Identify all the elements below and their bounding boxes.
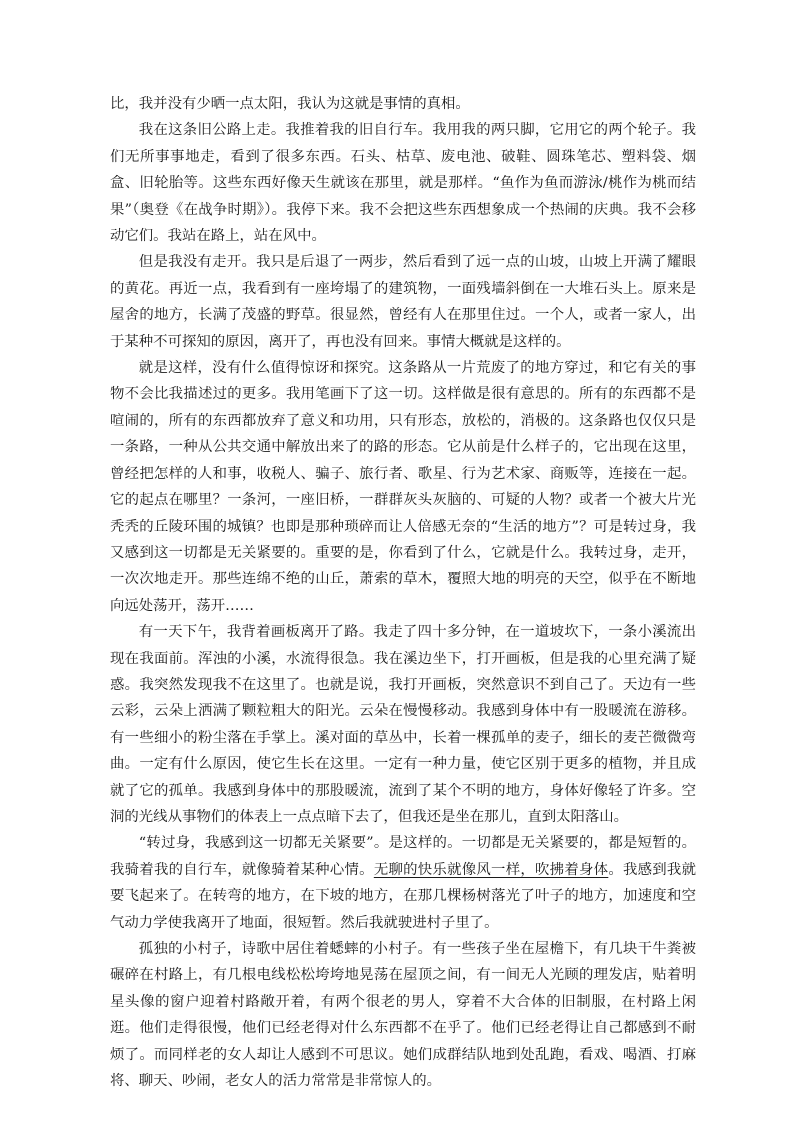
paragraph-7: 孤独的小村子，诗歌中居住着蟋蟀的小村子。有一些孩子坐在屋檐下，有几块干牛粪被碾碎在村路上，有几根电线松松垮垮地晃荡在屋顶之间，有一间无人光顾的理发店，贴着明星头像的窗户迎着村路敞开着，有两个很老的男人，穿着不大合体的旧制服，在村路上闲逛。他们走得很慢，他们已经老得对什么东西都不在乎了。他们已经老得让自己都感到不耐烦了。而同样老的女人却让人感到不可思议。她们成群结队地到处乱跑，看戏、喝酒、打麻将、聊天、吵闹，老女人的活力常常是非常惊人的。 — [110, 941, 696, 1090]
underlined-sentence: 无聊的快乐就像风一样，吹拂着身体 — [373, 861, 609, 878]
document-page — [110, 91, 696, 1094]
paragraph-3: 但是我没有走开。我只是后退了一两步，然后看到了远一点的山坡，山坡上开满了耀眼的黄花。再近一点，我看到有一座垮塌了的建筑物，一面残墙斜倒在一大堆石头上。原来是屋舍的地方，长满了茂盛的野草。很显然，曾经有人在那里住过。一个人，或者一家人，出于某种不可探知的原因，离开了，再也没有回来。事情大概就是这样的。 — [110, 254, 696, 350]
paragraph-6-before: “转过身，我感到这一切都无关紧要”。是这样的。一切都是无关紧要的，都是短暂的。我骑着我的自行车，就像骑着某种心情。 — [110, 835, 696, 878]
paragraph-4: 就是这样，没有什么值得惊讶和探究。这条路从一片荒废了的地方穿过，和它有关的事物不会比我描述过的更多。我用笔画下了这一切。这样做是很有意思的。所有的东西都不是喧闹的，所有的东西都放弃了意义和功用，只有形态，放松的，消极的。这条路也仅仅只是一条路，一种从公共交通中解放出来了的路的形态。它从前是什么样子的，它出现在这里，曾经把怎样的人和事，收税人、骗子、旅行者、歌星、行为艺术家、商贩等，连接在一起。它的起点在哪里？一条河，一座旧桥，一群群灰头灰脑的、可疑的人物？或者一个被大片光秃秃的丘陵环围的城镇？也即是那种琐碎而让人倍感无奈的“生活的地方”？可是转过身，我又感到这一切都是无关紧要的。重要的是，你看到了什么，它就是什么。我转过身，走开，一次次地走开。那些连绵不绝的山丘，萧索的草木，覆照大地的明亮的天空，似乎在不断地向远处荡开，荡开…… — [110, 360, 696, 614]
paragraph-5: 有一天下午，我背着画板离开了路。我走了四十多分钟，在一道坡坎下，一条小溪流出现在我面前。浑浊的小溪，水流得很急。我在溪边坐下，打开画板，但是我的心里充满了疑惑。我突然发现我不在这里了。也就是说，我打开画板，突然意识不到自己了。天边有一些云彩，云朵上洒满了颗粒粗大的阳光。云朵在慢慢移动。我感到身体中有一股暖流在游移。有一些细小的粉尘落在手掌上。溪对面的草丛中，长着一棵孤单的麦子，细长的麦芒微微弯曲。一定有什么原因，使它生长在这里。一定有一种力量，使它区别于更多的植物，并且成就了它的孤单。我感到身体中的那股暖流，流到了某个不明的地方，身体好像轻了许多。空洞的光线从事物们的体表上一点点暗下去了，但我还是坐在那儿，直到太阳落山。 — [110, 624, 696, 825]
paragraph-1: 比，我并没有少晒一点太阳，我认为这就是事情的真相。 — [110, 96, 470, 112]
paragraph-2: 我在这条旧公路上走。我推着我的旧自行车。我用我的两只脚，它用它的两个轮子。我们无所事事地走，看到了很多东西。石头、枯草、废电池、破鞋、圆珠笔芯、塑料袋、烟盒、旧轮胎等。这些东西好像天生就该在那里，就是那样。“鱼作为鱼而游泳/桃作为桃而结果”（奥登《在战争时期》）。我停下来。我不会把这些东西想象成一个热闹的庆典。我不会移动它们。我站在路上，站在风中。 — [110, 122, 696, 245]
paragraph-6 — [110, 830, 696, 936]
paragraph-6-after: 。我感到我就要飞起来了。在转弯的地方，在下坡的地方，在那几棵杨树落光了叶子的地方，加速度和空气动力学使我离开了地面，很短暂。然后我就驶进村子里了。 — [110, 861, 696, 931]
